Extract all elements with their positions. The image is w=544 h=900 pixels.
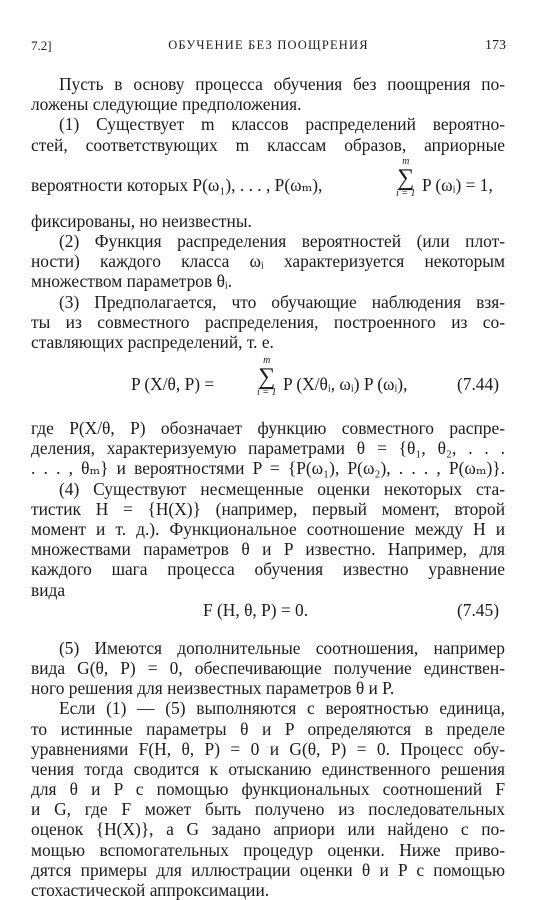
summation-sign (396, 157, 416, 199)
text-line: ты из совместного распределения, построенного из со- (31, 311, 505, 332)
text-line: и G, где F может быть получено из последовательных (31, 799, 505, 820)
text-line: множеством параметров θᵢ. (31, 271, 233, 292)
text-fragment: P (ωᵢ) = 1, (422, 174, 493, 195)
text-line: каждого шага процесса обучения известно уравнение (31, 559, 505, 580)
running-header (31, 38, 506, 58)
sigma-symbol: ∑ (397, 164, 415, 191)
text-line: Пусть в основу процесса обучения без поощрения по- (59, 74, 505, 94)
equation-number: (7.45) (456, 599, 499, 620)
page-body (31, 74, 505, 900)
text-line: (1) Существует m классов распределений вероятно- (59, 114, 505, 135)
text-line: чения тогда сводится к отысканию единственного решения (31, 758, 505, 779)
text-line: ставляющих распределений, т. е. (31, 331, 274, 352)
text-line: . . . , θₘ} и вероятностями P = {P(ω₁), P(ω₂), . . . , P(ωₘ)}. (31, 458, 505, 479)
text-line: тистик H = {H(X)} (например, первый момент, второй (31, 498, 505, 519)
equation-rhs: P (X/θᵢ, ωᵢ) P (ωᵢ), (283, 374, 408, 395)
sum-lower-limit: i = 1 (257, 387, 277, 399)
text-line: оценок {H(X)}, а G задано априори или найдено с по- (31, 819, 505, 840)
sum-lower-limit: i = 1 (396, 187, 416, 199)
page-number: 173 (485, 38, 506, 53)
text-line: (2) Функция распределения вероятностей (или плот- (59, 230, 505, 251)
text-line: ности) каждого класса ωᵢ характеризуется некоторым (31, 251, 505, 272)
section-number: 7.2] (31, 38, 52, 53)
text-line: деления, характеризуемую параметрами θ = {θ₁, θ₂, . . . (31, 438, 505, 459)
text-line: (4) Существуют несмещенные оценки некоторых ста- (59, 478, 505, 499)
sigma-symbol: ∑ (258, 364, 276, 391)
text-line: Если (1) — (5) выполняются с вероятностью единица, (59, 698, 505, 719)
text-line: ложены следующие предположения. (31, 94, 302, 115)
equation-lhs: P (X/θ, P) = (131, 374, 215, 395)
text-line: стей, соответствующих m классам образов, априорные (31, 134, 505, 155)
text-line: уравнениями F(H, θ, P) = 0 и G(θ, P) = 0. Процесс обу- (31, 738, 505, 759)
chapter-title: ОБУЧЕНИЕ БЕЗ ПООЩРЕНИЯ (168, 38, 369, 52)
text-line: фиксированы, но неизвестны. (31, 210, 252, 231)
text-line: (5) Имеются дополнительные соотношения, например (59, 637, 505, 658)
text-line: где P(X/θ, P) обозначает функцию совместного распре- (31, 418, 505, 439)
text-line: ного решения для неизвестных параметров θ и P. (31, 678, 395, 699)
equation-expr: F (H, θ, P) = 0. (203, 599, 309, 620)
text-line: для θ и P с помощью функциональных соотношений F (31, 779, 505, 800)
text-line: то истинные параметры θ и P определяются в пределе (31, 718, 505, 739)
sum-upper-limit: m (263, 355, 271, 367)
text-line: (3) Предполагается, что обучающие наблюдения взя- (59, 291, 505, 312)
equation-7-45 (31, 594, 505, 628)
text-line: мощью вспомогательных процедур оценки. Ниже приво- (31, 839, 505, 860)
equation-number: (7.44) (456, 374, 499, 395)
sum-upper-limit: m (402, 155, 410, 167)
equation-7-44 (31, 352, 505, 418)
text-line: дятся примеры для иллюстрации оценки θ и P с помощью (31, 859, 505, 880)
text-line: момент и т. д.). Функциональное соотношение между H и (31, 519, 505, 539)
text-line: вида (31, 579, 66, 600)
text-line: стохастической аппроксимации. (31, 880, 270, 900)
text-line: множествами параметров θ и P известно. Например, для (31, 539, 505, 560)
priors-sum-line (31, 155, 505, 211)
summation-sign (257, 356, 277, 398)
text-fragment: вероятности которых P(ω₁), . . . , P(ωₘ), (31, 174, 323, 195)
text-line: вида G(θ, P) = 0, обеспечивающие получение единствен- (31, 657, 505, 678)
